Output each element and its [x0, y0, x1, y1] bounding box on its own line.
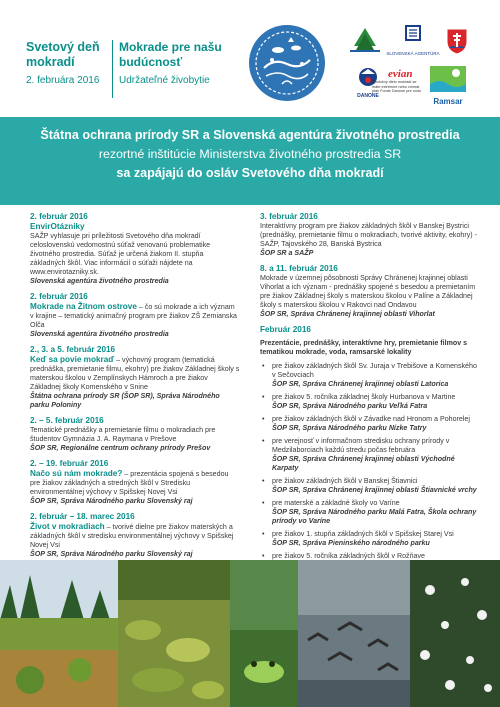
event-title [26, 40, 108, 88]
list-item-organizer: ŠOP SR, Správa Národného parku Malá Fatra, Škola ochrany prírody vo Varíne [272, 508, 477, 525]
list-item [260, 530, 478, 548]
left-column [30, 212, 240, 565]
theme-title-line1: Mokrade pre našu [119, 40, 222, 54]
event-title-line1: Svetový deň [26, 40, 100, 54]
list-item-text: pre materské a základné školy vo Varíne [272, 499, 400, 507]
ramsar-logo [430, 66, 466, 106]
list-item-text: pre žiakov 1. stupňa základných škôl v Spišskej Starej Vsi [272, 530, 454, 538]
event-text: Interaktívny program pre žiakov základných škôl v Banskej Bystrici (prednášky, premietanie filmu o mokradiach, tvorivé aktivity, ekohry) - SAŽP, Tajovského 28, Banská Bystrica [260, 222, 477, 248]
wetlands-emblem-icon [244, 20, 330, 106]
list-item [260, 362, 478, 389]
banner [0, 117, 500, 205]
event-date: 2. februára 2016 [26, 75, 100, 86]
event-text-body: – tvorivé dielne pre žiakov materských a základných škôl v stredisku environmentálnej výchovy v Spišskej Novej Vsi [30, 523, 234, 549]
list-item [260, 393, 478, 411]
theme-title [119, 40, 241, 88]
sazp-label: SLOVENSKÁ AGENTÚRA [386, 51, 440, 56]
ramsar-label: Ramsar [433, 97, 463, 106]
event-item [30, 459, 240, 506]
event-date: 2. február 2016 [30, 292, 88, 301]
event-title-line2: mokradí [26, 55, 75, 69]
event-title: Načo sú nám mokrade? [30, 469, 123, 478]
coat-of-arms-icon [444, 26, 470, 56]
event-date: 2. február – 18. marec 2016 [30, 512, 135, 521]
event-title: Keď sa povie mokraď [30, 355, 115, 364]
event-organizer: Slovenská agentúra životného prostredia [30, 330, 169, 338]
event-text-body: – výchovný program (tematická prednáška, premietanie filmu, ekohry) pre žiakov Základnej školy s materskou školou v Zemplínskych Hámroch a pre žiakov Základnej školy Komenského v Snine [30, 356, 240, 391]
event-text: SAŽP vyhlasuje pri príležitosti Svetového dňa mokradí celoslovenskú vedomostnú súťaž venovanú problematike životného prostredia. Súťaž je určená žiakom II. stupňa základných škôl. Viac informácií o súťaži nájdete na www.envirotazniky.sk. [30, 232, 211, 276]
ramsar-mark-icon [430, 66, 466, 92]
ministry-tree-logo-icon [348, 26, 382, 54]
event-item [30, 345, 240, 410]
event-item [30, 512, 240, 559]
list-item-text: pre verejnosť v informačnom stredisku ochrany prírody v Medzilaborciach každú stredu počas februára [272, 437, 450, 454]
marsh-photo [118, 560, 230, 707]
event-item [260, 264, 478, 319]
event-organizer: Slovenská agentúra životného prostredia [30, 277, 169, 285]
event-text [30, 469, 240, 497]
event-item [30, 416, 240, 453]
list-item-text: pre žiakov 5. ročníka základných škôl v Rožňave [272, 552, 425, 560]
event-organizer: ŠOP SR, Správa Chránenej krajinnej oblasti Vihorlat [260, 310, 435, 318]
event-title: EnvirOtázniky [30, 222, 85, 231]
event-organizer: ŠOP SR, Správa Národného parku Slovenský raj [30, 497, 193, 505]
february-heading: Február 2016 [260, 325, 311, 334]
event-item [30, 292, 240, 339]
february-intro: Prezentácie, prednášky, interaktívne hry, premietanie filmov s tematikou mokrade, voda, ramsarské lokality [260, 339, 468, 356]
wetland-meadow-photo [0, 560, 118, 707]
event-date: 8. a 11. február 2016 [260, 264, 338, 273]
event-text-body: – prezentácia spojená s besedou pre žiakov základných a stredných škôl v Stredisku environmentálnej výchovy v Spišskej Novej Vsi [30, 470, 229, 496]
list-item-organizer: ŠOP SR, Správa Chránenej krajinnej oblasti Latorica [272, 380, 449, 388]
list-item [260, 415, 478, 433]
sazp-logo [386, 24, 440, 58]
event-date: 3. február 2016 [260, 212, 318, 221]
event-text-body: – čo sú mokrade a ich význam v krajine – tematický animačný program pre žiakov ZŠ Zemianska Olča [30, 303, 237, 329]
list-item-organizer: ŠOP SR, Správa Chránenej krajinnej oblasti Štiavnické vrchy [272, 486, 477, 494]
list-item [260, 437, 478, 473]
event-organizer: ŠOP SR, Regionálne centrum ochrany prírody Prešov [30, 444, 211, 452]
event-organizer: Štátna ochrana prírody SR (ŠOP SR), Správa Národného parku Poloniny [30, 392, 220, 409]
event-text: Mokrade v územnej pôsobnosti Správy Chránenej krajinnej oblasti Vihorlat a ich význam - prednášky spojené s besedou a premietaním pre žiakov Základnej školy s materskou školou v Palíne a Základnej školy s materskou školou v Rakovci nad Ondavou [260, 274, 476, 309]
event-title: Mokrade na Žitnom ostrove [30, 302, 137, 311]
list-item-organizer: ŠOP SR, Správa Chránenej krajinnej oblasti Východné Karpaty [272, 455, 455, 472]
theme-subtitle: Udržateľné živobytie [119, 75, 210, 86]
banner-line-3: sa zapájajú do osláv Svetového dňa mokradí [116, 166, 384, 180]
theme-title-line2: budúcnosť [119, 55, 183, 69]
water-flowers-photo [410, 560, 500, 707]
event-title: Život v mokradiach [30, 522, 105, 531]
danone-label: DANONE [357, 93, 379, 99]
list-item-text: pre žiakov základných škôl v Banskej Štiavnici [272, 477, 418, 485]
list-item-organizer: ŠOP SR, Správa Národného parku Nízke Tatry [272, 424, 427, 432]
list-item-organizer: ŠOP SR, Správa Pieninského národného parku [272, 539, 430, 547]
evian-logo: evian [388, 68, 413, 80]
event-organizer: ŠOP SR, Správa Národného parku Slovenský raj [30, 550, 193, 558]
sazp-mark-icon [386, 24, 440, 46]
event-text: Tematické prednášky a premietanie filmu o mokradiach pre študentov Gymnázia J. A. Raymana v Prešove [30, 426, 216, 443]
event-item [260, 212, 478, 258]
list-item-text: pre žiakov 5. ročníka základnej školy Hurbanova v Martine [272, 393, 456, 401]
list-item [260, 477, 478, 495]
event-item [30, 212, 240, 286]
birds-photo [298, 560, 410, 707]
event-organizer: ŠOP SR a SAŽP [260, 249, 314, 257]
list-item [260, 499, 478, 526]
event-text [30, 522, 240, 550]
banner-line-2: rezortné inštitúcie Ministerstva životného prostredia SR [98, 147, 402, 161]
banner-line-1: Štátna ochrana prírody SR a Slovenská agentúra životného prostredia [40, 128, 460, 142]
danone-fund-text: Spoločný dielo mokradí se máte extrémne nebo vnímat plán Fonds Danone pre vodu [372, 80, 421, 93]
header-divider [112, 40, 113, 98]
list-item-text: pre žiakov základných škôl Sv. Juraja v Trebišove a Komenského v Sečovciach [272, 362, 477, 379]
header [0, 0, 500, 112]
event-date: 2. – 5. február 2016 [30, 416, 104, 425]
event-date: 2. – 19. február 2016 [30, 459, 109, 468]
right-column [260, 212, 478, 574]
event-text [30, 302, 240, 330]
frog-photo [230, 560, 298, 707]
list-item-organizer: ŠOP SR, Správa Národného parku Veľká Fatra [272, 402, 428, 410]
event-date: 2., 3. a 5. február 2016 [30, 345, 116, 354]
event-text [30, 355, 240, 392]
event-date: 2. február 2016 [30, 212, 88, 221]
photo-strip [0, 560, 500, 707]
list-item-text: pre žiakov základných škôl v Závadke nad Hronom a Pohorelej [272, 415, 470, 423]
